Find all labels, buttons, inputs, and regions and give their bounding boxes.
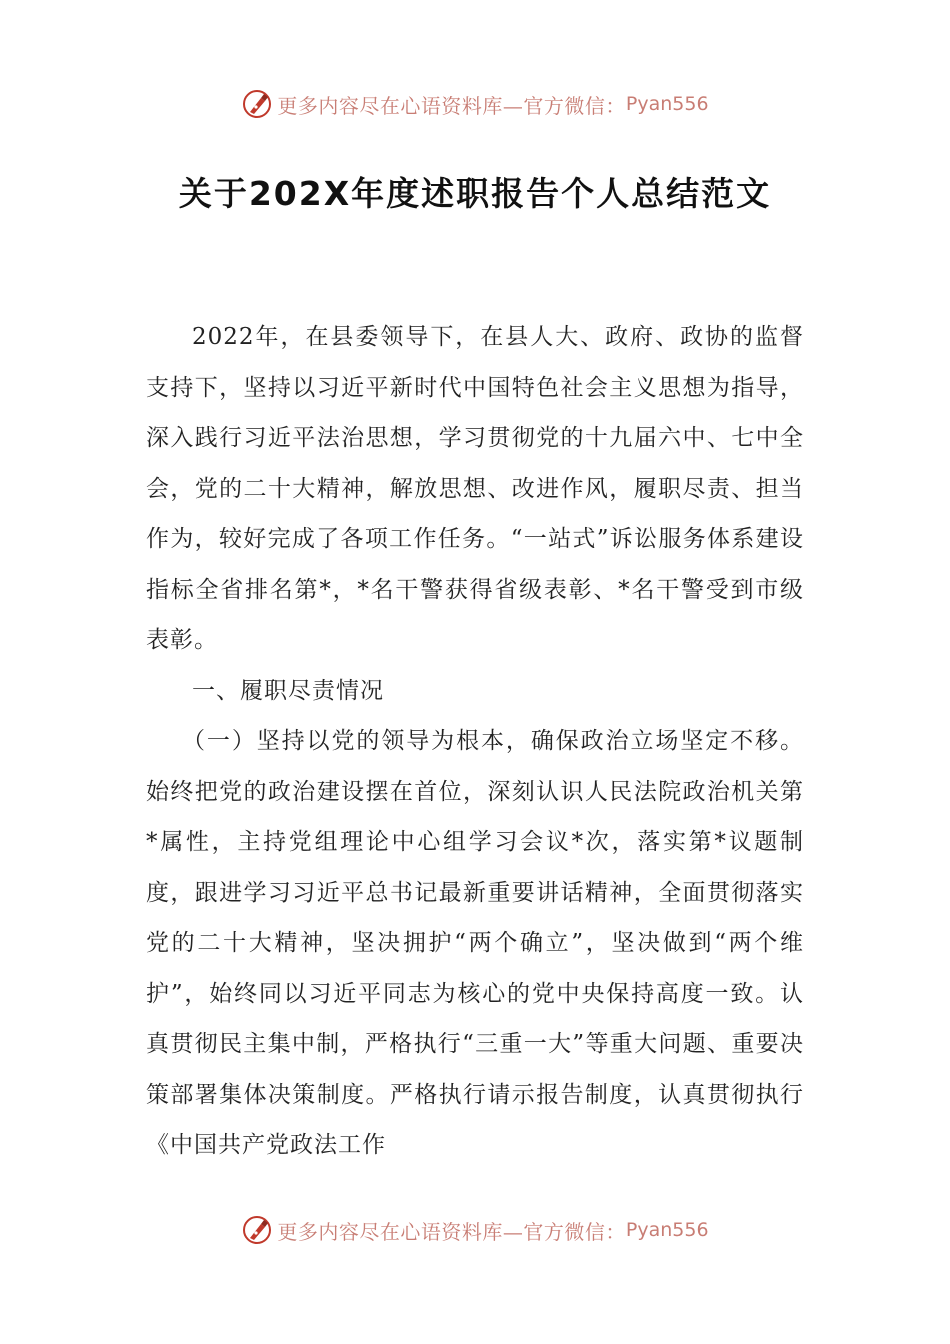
wechat-id: Pyan556 — [625, 93, 709, 115]
document-body — [146, 312, 804, 1171]
pen-nib-icon — [241, 1214, 273, 1246]
document-title: 关于202X年度述职报告个人总结范文 — [178, 174, 772, 213]
footer-banner — [0, 1210, 950, 1250]
paragraph-subsection: （一）坚持以党的领导为根本，确保政治立场坚定不移。始终把党的政治建设摆在首位，深刻认识人民法院政治机关第*属性，主持党组理论中心组学习会议*次，落实第*议题制度，跟进学习习近平总书记最新重要讲话精神，全面贯彻落实党的二十大精神，坚决拥护“两个确立”，坚决做到“两个维护”，始终同以习近平同志为核心的党中央保持高度一致。认真贯彻民主集中制，严格执行“三重一大”等重大问题、重要决策部署集体决策制度。严格执行请示报告制度，认真贯彻执行《中国共产党政法工作 — [146, 728, 804, 1158]
section-heading: 一、履职尽责情况 — [192, 677, 384, 704]
pen-nib-icon — [241, 88, 273, 120]
banner-text: 更多内容尽在心语资料库—官方微信： — [277, 93, 626, 118]
banner-text: 更多内容尽在心语资料库—官方微信： — [277, 1219, 626, 1244]
paragraph-intro: 2022年，在县委领导下，在县人大、政府、政协的监督支持下，坚持以习近平新时代中国特色社会主义思想为指导，深入践行习近平法治思想，学习贯彻党的十九届六中、七中全会，党的二十大精神，解放思想、改进作风，履职尽责、担当作为，较好完成了各项工作任务。“一站式”诉讼服务体系建设指标全省排名第*，*名干警获得省级表彰、*名干警受到市级表彰。 — [146, 324, 804, 653]
header-banner — [0, 84, 950, 124]
wechat-id: Pyan556 — [625, 1219, 709, 1241]
